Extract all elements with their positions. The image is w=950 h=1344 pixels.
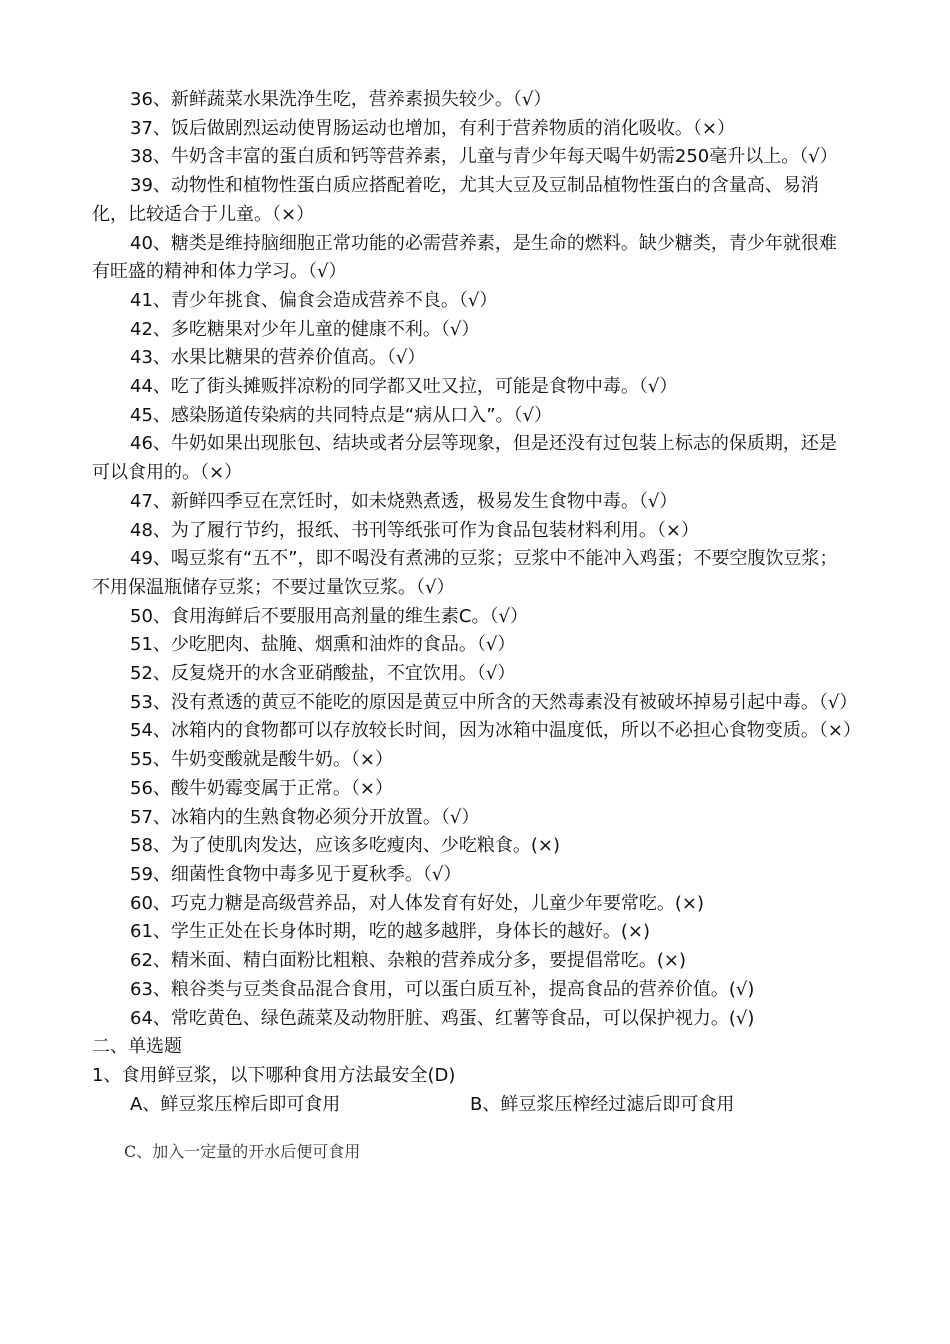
tf-item-48: 48、为了履行节约，报纸、书刊等纸张可作为食品包装材料利用。（×）: [130, 519, 699, 541]
option-a: A、鲜豆浆压榨后即可食用: [130, 1093, 341, 1115]
option-c: C、加入一定量的开水后便可食用: [124, 1142, 361, 1162]
document-content: [92, 86, 861, 1185]
tf-item-55: 55、牛奶变酸就是酸牛奶。（×）: [130, 749, 393, 771]
tf-item-50: 50、食用海鲜后不要服用高剂量的维生素C。（√）: [130, 605, 528, 627]
tf-item-42: 42、多吃糖果对少年儿童的健康不利。（√）: [130, 318, 480, 340]
tf-item-45: 45、感染肠道传染病的共同特点是“病从口入”。（√）: [130, 404, 553, 426]
option-b: B、鲜豆浆压榨经过滤后即可食用: [470, 1093, 735, 1115]
tf-item-37: 37、饭后做剧烈运动使胃肠运动也增加，有利于营养物质的消化吸收。（×）: [130, 117, 735, 139]
tf-item-61: 61、学生正处在长身体时期，吃的越多越胖，身体长的越好。(×): [130, 921, 651, 943]
section-heading: 二、单选题: [92, 1036, 182, 1058]
tf-item-51: 51、少吃肥肉、盐腌、烟熏和油炸的食品。（√）: [130, 634, 516, 656]
tf-item-63: 63、粮谷类与豆类食品混合食用，可以蛋白质互补，提高食品的营养价值。(√): [130, 978, 755, 1000]
tf-item-62: 62、精米面、精白面粉比粗粮、杂粮的营养成分多，要提倡常吃。(×): [130, 950, 687, 972]
tf-item-44: 44、吃了街头摊贩拌凉粉的同学都又吐又拉，可能是食物中毒。（√）: [130, 376, 678, 398]
tf-item-47: 47、新鲜四季豆在烹饪时，如未烧熟煮透，极易发生食物中毒。（√）: [130, 490, 678, 512]
tf-item-58: 58、为了使肌肉发达，应该多吃瘦肉、少吃粮食。(×): [130, 835, 561, 857]
tf-item-64: 64、常吃黄色、绿色蔬菜及动物肝脏、鸡蛋、红薯等食品，可以保护视力。(√): [130, 1007, 755, 1029]
question-1: 1、食用鲜豆浆，以下哪种食用方法最安全(D): [92, 1064, 456, 1086]
tf-item-38: 38、牛奶含丰富的蛋白质和钙等营养素，儿童与青少年每天喝牛奶需250毫升以上。（√）: [130, 146, 838, 168]
tf-item-40: 40、糖类是维持脑细胞正常功能的必需营养素，是生命的燃料。缺少糖类，青少年就很难有旺盛的精神和体力学习。（√）: [92, 232, 837, 283]
tf-item-53: 53、没有煮透的黄豆不能吃的原因是黄豆中所含的天然毒素没有被破坏掉易引起中毒。（√）: [130, 691, 858, 713]
tf-item-46: 46、牛奶如果出现胀包、结块或者分层等现象，但是还没有过包装上标志的保质期，还是可以食用的。（×）: [92, 433, 837, 484]
tf-item-56: 56、酸牛奶霉变属于正常。（×）: [130, 777, 393, 799]
tf-item-57: 57、冰箱内的生熟食物必须分开放置。（√）: [130, 806, 480, 828]
tf-item-36: 36、新鲜蔬菜水果洗净生吃，营养素损失较少。（√）: [130, 89, 552, 110]
tf-item-54: 54、冰箱内的食物都可以存放较长时间，因为冰箱中温度低，所以不必担心食物变质。（×）: [130, 720, 861, 742]
tf-item-59: 59、细菌性食物中毒多见于夏秋季。（√）: [130, 863, 462, 885]
tf-item-52: 52、反复烧开的水含亚硝酸盐，不宜饮用。（√）: [130, 663, 516, 685]
question-1-options: [92, 1091, 854, 1120]
tf-item-39: 39、动物性和植物性蛋白质应搭配着吃，尤其大豆及豆制品植物性蛋白的含量高、易消化，比较适合于儿童。（×）: [92, 175, 819, 225]
tf-item-43: 43、水果比糖果的营养价值高。（√）: [130, 347, 426, 369]
tf-item-60: 60、巧克力糖是高级营养品，对人体发育有好处，儿童少年要常吃。(×): [130, 892, 705, 914]
tf-item-49: 49、喝豆浆有“五不”，即不喝没有煮沸的豆浆；豆浆中不能冲入鸡蛋；不要空腹饮豆浆；不用保温瓶储存豆浆；不要过量饮豆浆。（√）: [92, 548, 838, 598]
tf-item-41: 41、青少年挑食、偏食会造成营养不良。（√）: [130, 289, 498, 311]
